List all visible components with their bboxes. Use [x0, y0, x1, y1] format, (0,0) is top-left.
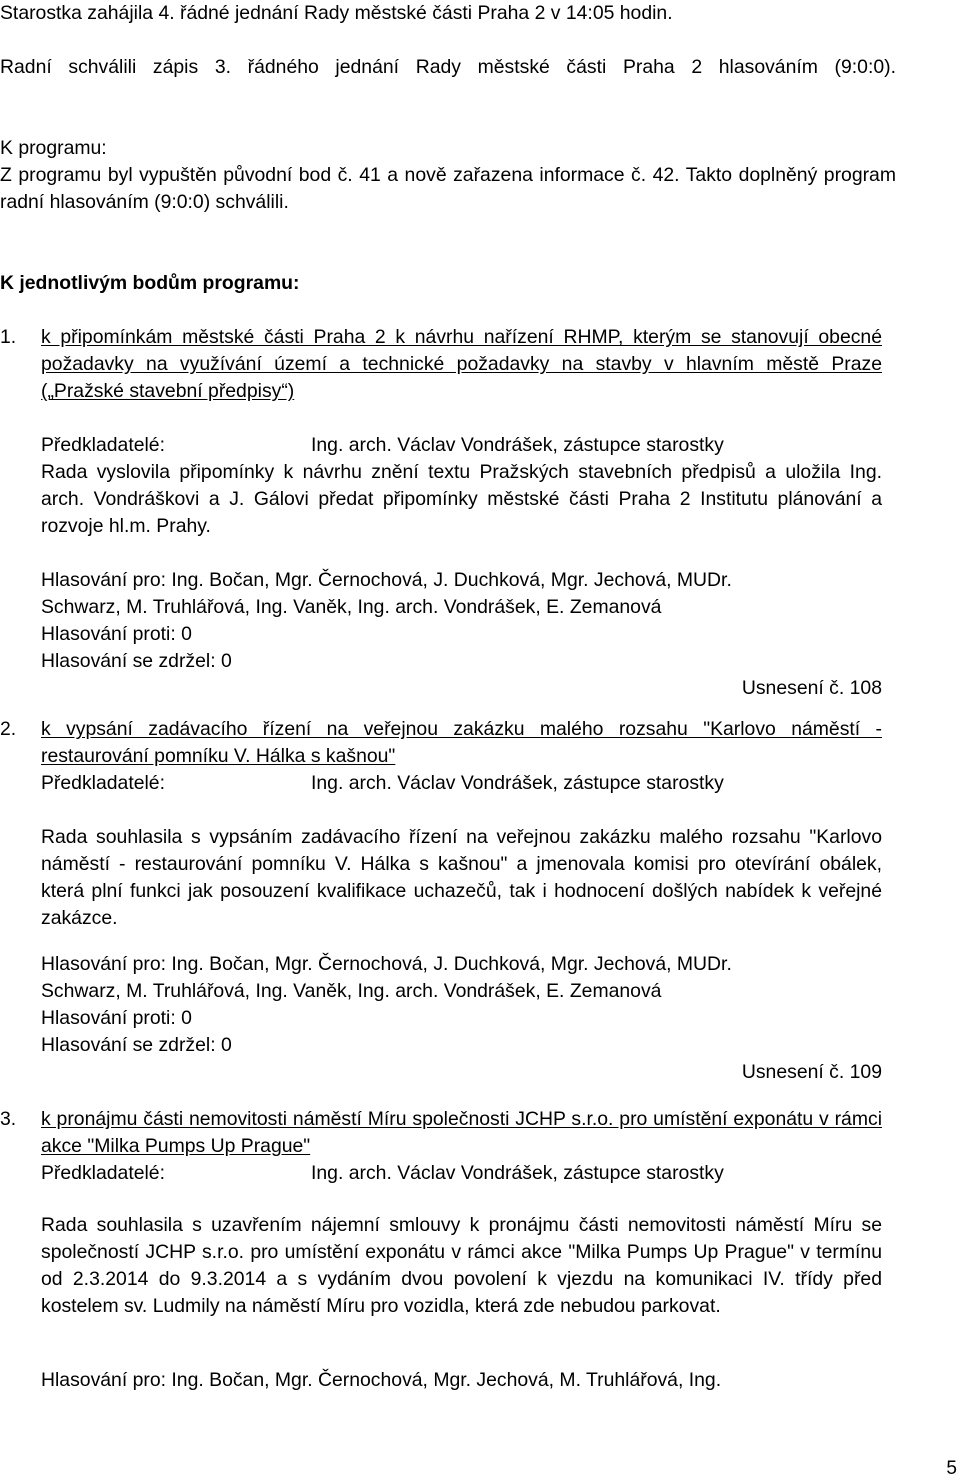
session-opening: Starostka zahájila 4. řádné jednání Rady městské části Praha 2 v 14:05 hodin.: [0, 2, 673, 24]
item-number: 1.: [0, 326, 17, 348]
item-title: k připomínkám městské části Praha 2 k návrhu nařízení RHMP, kterým se stanovují obecné požadavky na využívání území a technické požadavky na stavby v hlavním městě Praze („Pražské stavební předpisy“): [41, 326, 882, 402]
votes-for-line1: Hlasování pro: Ing. Bočan, Mgr. Černochová, J. Duchková, Mgr. Jechová, MUDr.: [41, 953, 732, 975]
presenter-line: [41, 432, 882, 459]
resolution-number: Usnesení č. 109: [741, 1061, 882, 1083]
agenda-item-2: [0, 716, 882, 770]
presenter-label: Předkladatelé:: [41, 772, 165, 794]
votes-for-line1: Hlasování pro: Ing. Bočan, Mgr. Černochová, J. Duchková, Mgr. Jechová, MUDr.: [41, 569, 732, 591]
agenda-item-3: [0, 1106, 882, 1160]
votes-for-line2: Schwarz, M. Truhlářová, Ing. Vaněk, Ing. arch. Vondrášek, E. Zemanová: [41, 980, 662, 1002]
presenter-line: [41, 770, 882, 797]
agenda-item-1: [0, 324, 882, 405]
votes-abstain: Hlasování se zdržel: 0: [41, 650, 232, 672]
item-title: k pronájmu části nemovitosti náměstí Míru společnosti JCHP s.r.o. pro umístění exponátu v rámci akce "Milka Pumps Up Prague": [41, 1108, 882, 1157]
votes-against: Hlasování proti: 0: [41, 623, 192, 645]
presenter-name: Ing. arch. Václav Vondrášek, zástupce starostky: [311, 434, 724, 456]
page-number: 5: [946, 1458, 957, 1479]
minutes-approval: Radní schválili zápis 3. řádného jednání Rady městské části Praha 2 hlasováním (9:0:0).: [0, 56, 896, 78]
presenter-name: Ing. arch. Václav Vondrášek, zástupce starostky: [311, 1162, 724, 1184]
presenter-line: [41, 1160, 882, 1187]
votes-for-line2: Schwarz, M. Truhlářová, Ing. Vaněk, Ing. arch. Vondrášek, E. Zemanová: [41, 596, 662, 618]
votes-abstain: Hlasování se zdržel: 0: [41, 1034, 232, 1056]
item-title: k vypsání zadávacího řízení na veřejnou zakázku malého rozsahu "Karlovo náměstí - restaurování pomníku V. Hálka s kašnou": [41, 718, 882, 767]
votes-against: Hlasování proti: 0: [41, 1007, 192, 1029]
item-number: 2.: [0, 718, 17, 740]
program-text: Z programu byl vypuštěn původní bod č. 41 a nově zařazena informace č. 42. Takto doplněný program radní hlasováním (9:0:0) schválili.: [0, 164, 896, 213]
decision-text: Rada souhlasila s vypsáním zadávacího řízení na veřejnou zakázku malého rozsahu "Karlovo náměstí - restaurování pomníku V. Hálka s kašnou" a jmenovala komisi pro otevírání obálek, která plní funkci jak posouzení kvalifikace uchazečů, tak i hodnocení došlých nabídek k veřejné zakázce.: [41, 826, 882, 929]
decision-text: Rada vyslovila připomínky k návrhu znění textu Pražských stavebních předpisů a uložila Ing. arch. Vondráškovi a J. Gálovi předat připomínky městské části Praha 2 Institutu plánování a rozvoje hl.m. Prahy.: [41, 461, 882, 537]
item-number: 3.: [0, 1108, 17, 1130]
program-label: K programu:: [0, 137, 107, 159]
decision-text: Rada souhlasila s uzavřením nájemní smlouvy k pronájmu části nemovitosti náměstí Míru se společností JCHP s.r.o. pro umístění exponátu v rámci akce "Milka Pumps Up Prague" v termínu od 2.3.2014 do 9.3.2014 a s vydáním dvou povolení k vjezdu na komunikaci IV. třídy před kostelem sv. Ludmily na náměstí Míru pro vozidla, která zde nebudou parkovat.: [41, 1214, 882, 1317]
presenter-label: Předkladatelé:: [41, 1162, 165, 1184]
resolution-number: Usnesení č. 108: [741, 677, 882, 699]
presenter-label: Předkladatelé:: [41, 434, 165, 456]
presenter-name: Ing. arch. Václav Vondrášek, zástupce starostky: [311, 772, 724, 794]
points-heading: K jednotlivým bodům programu:: [0, 272, 300, 294]
votes-for-line1: Hlasování pro: Ing. Bočan, Mgr. Černochová, Mgr. Jechová, M. Truhlářová, Ing.: [41, 1369, 722, 1391]
